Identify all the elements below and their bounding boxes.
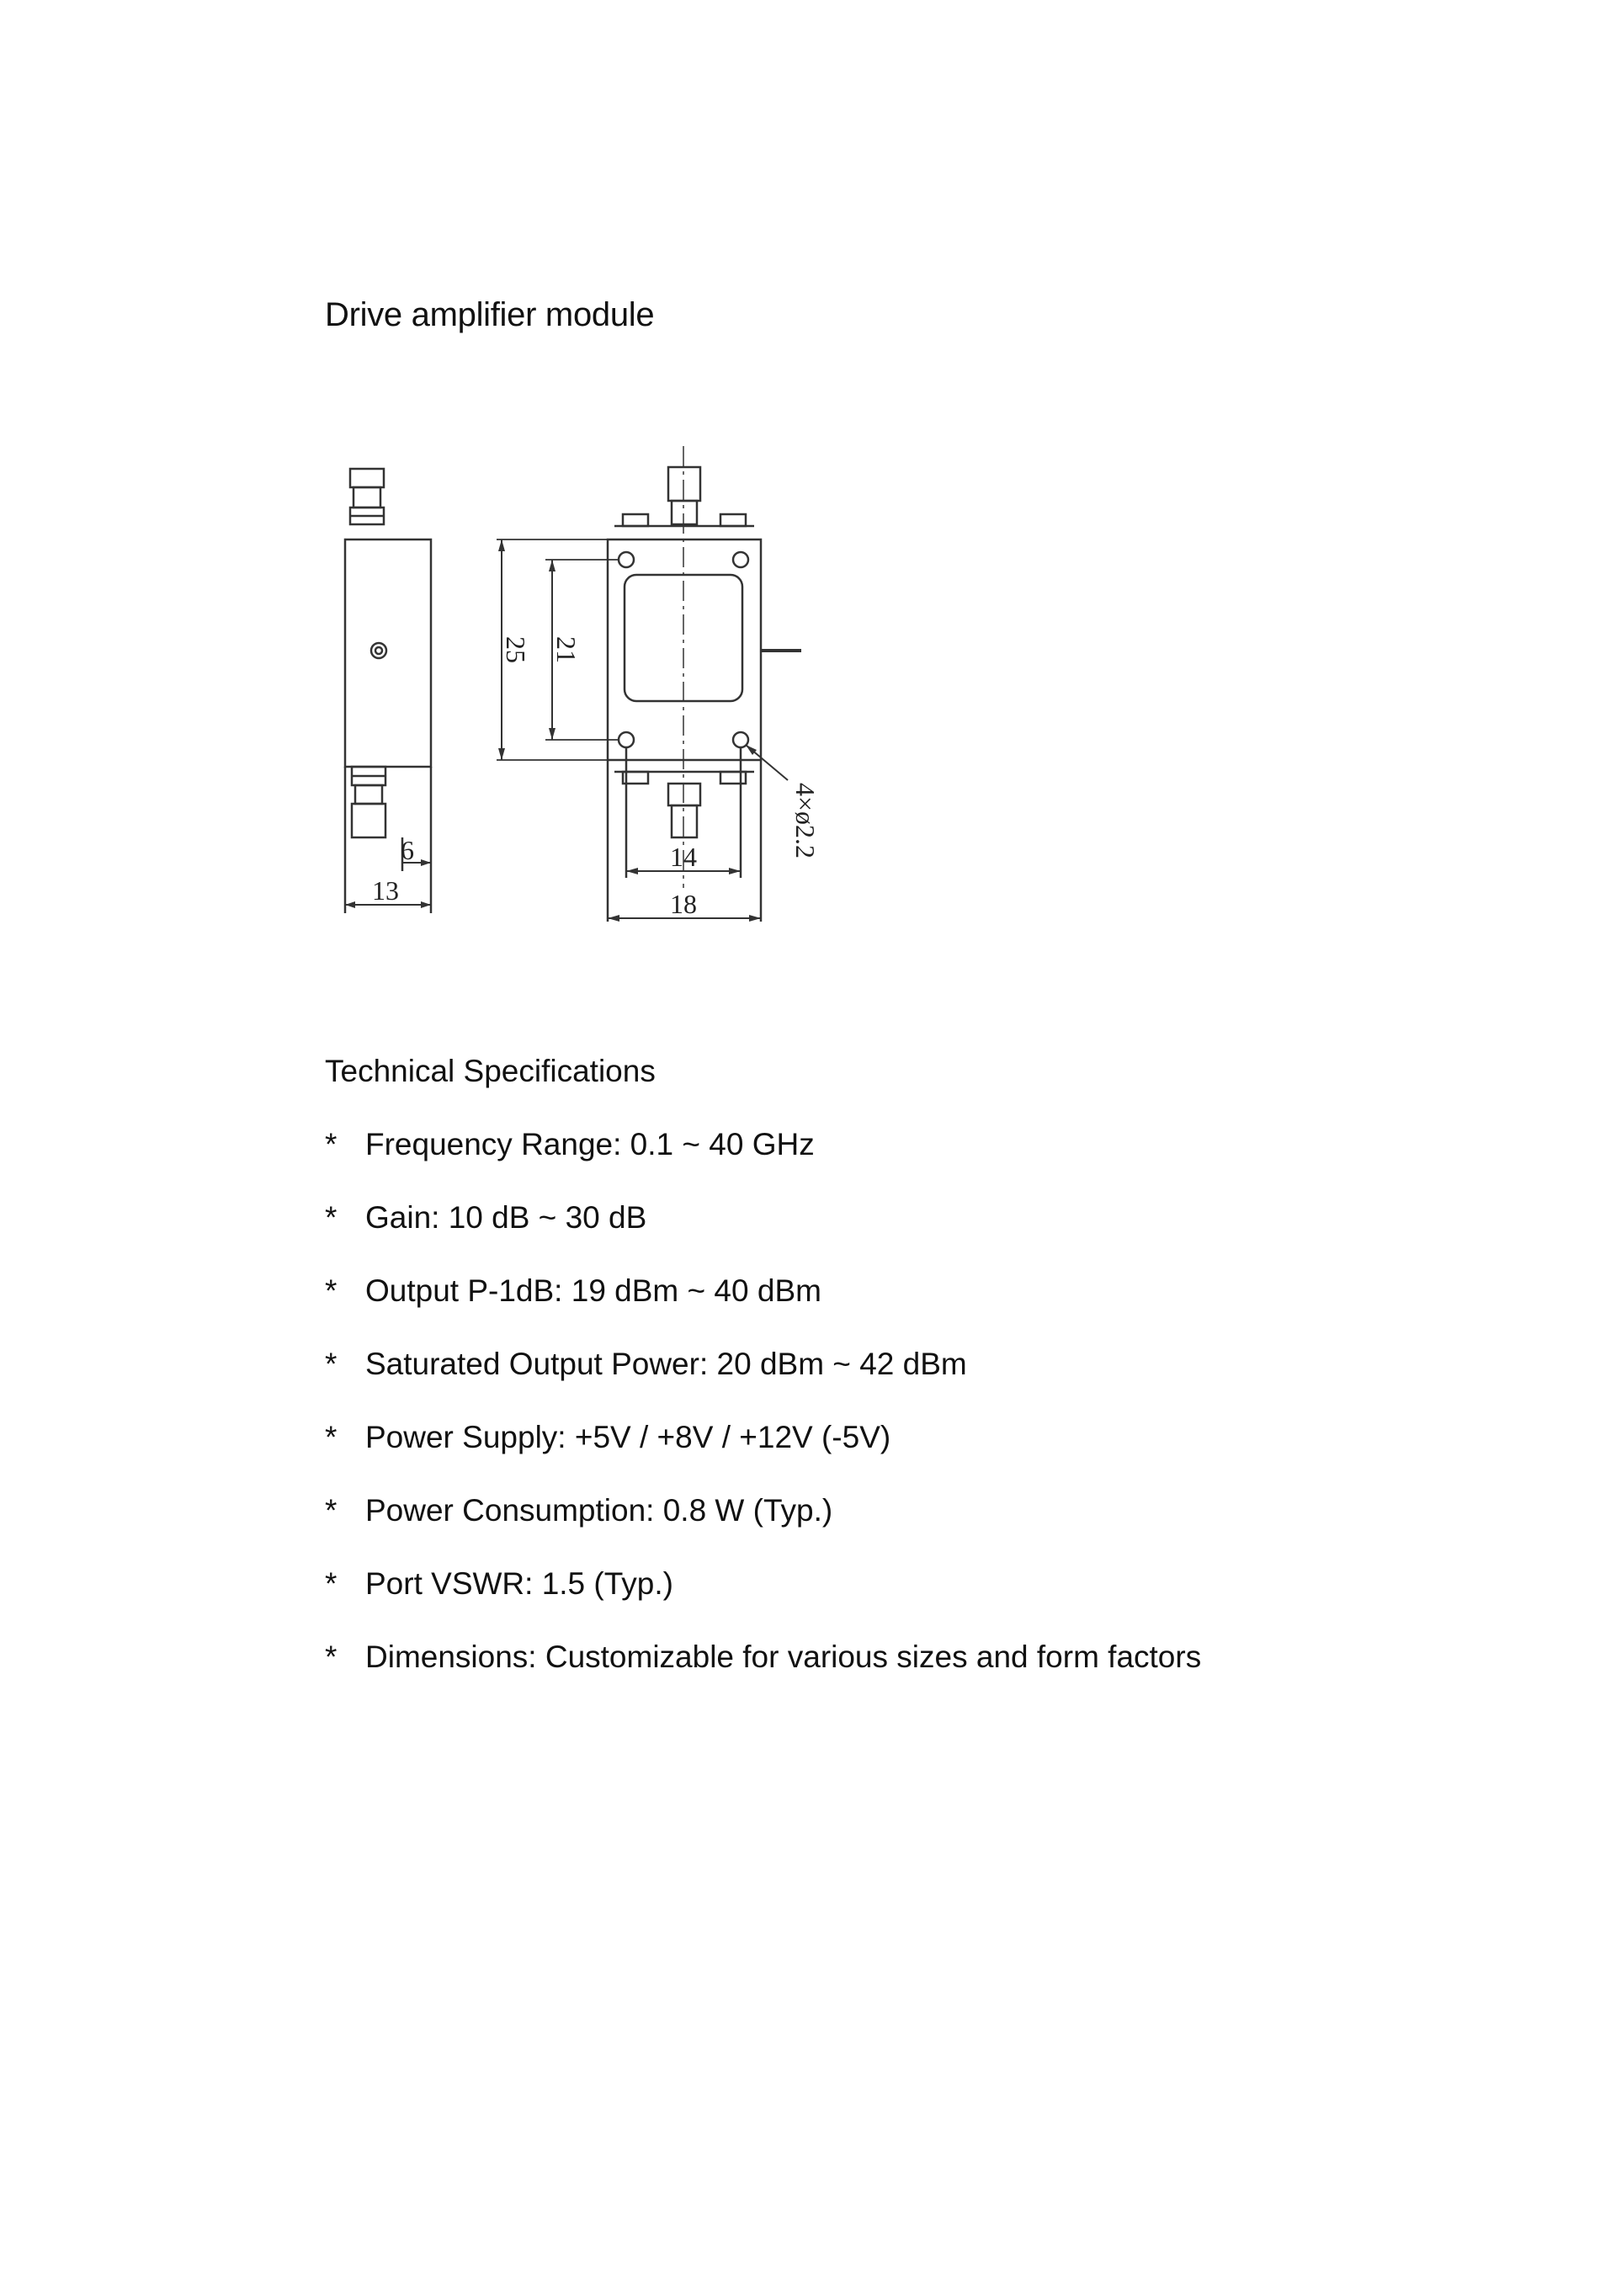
spec-power-supply: Power Supply: +5V / +8V / +12V (-5V) (365, 1420, 891, 1454)
spec-item (325, 1419, 1201, 1492)
dim-width-inner: 14 (670, 842, 697, 872)
dim-width-outer: 18 (670, 889, 697, 919)
spec-item (325, 1492, 1201, 1565)
spec-item (325, 1565, 1201, 1639)
spec-item (325, 1346, 1201, 1419)
bullet-asterisk: * (325, 1347, 338, 1381)
spec-item (325, 1199, 1201, 1273)
side-view (345, 469, 431, 913)
dim-height-inner: 21 (551, 636, 582, 663)
dim-height-outer: 25 (501, 636, 531, 663)
dim-hole-spec: 4×ø2.2 (790, 783, 821, 859)
bullet-asterisk: * (325, 1493, 338, 1528)
spec-output-p1db: Output P-1dB: 19 dBm ~ 40 dBm (365, 1273, 821, 1308)
spec-gain: Gain: 10 dB ~ 30 dB (365, 1200, 647, 1235)
spec-item (325, 1126, 1201, 1199)
spec-item (325, 1273, 1201, 1346)
dim-side-width: 13 (372, 875, 399, 906)
bullet-asterisk: * (325, 1640, 338, 1674)
spec-frequency-range: Frequency Range: 0.1 ~ 40 GHz (365, 1127, 815, 1161)
bullet-asterisk: * (325, 1420, 338, 1454)
spec-power-consumption: Power Consumption: 0.8 W (Typ.) (365, 1493, 833, 1528)
spec-saturated-output: Saturated Output Power: 20 dBm ~ 42 dBm (365, 1347, 967, 1381)
bullet-asterisk: * (325, 1273, 338, 1308)
spec-dimensions: Dimensions: Customizable for various sizes and form factors (365, 1640, 1202, 1674)
dim-side-connector: 6 (401, 835, 414, 865)
bullet-asterisk: * (325, 1200, 338, 1235)
specs-heading: Technical Specifications (325, 1054, 656, 1088)
bullet-asterisk: * (325, 1127, 338, 1161)
bullet-asterisk: * (325, 1566, 338, 1601)
spec-list (325, 1126, 1201, 1712)
amplifier-outline-drawing (320, 433, 858, 938)
spec-item (325, 1639, 1201, 1712)
top-view (497, 446, 801, 922)
page-title: Drive amplifier module (325, 296, 655, 333)
spec-port-vswr: Port VSWR: 1.5 (Typ.) (365, 1566, 673, 1601)
